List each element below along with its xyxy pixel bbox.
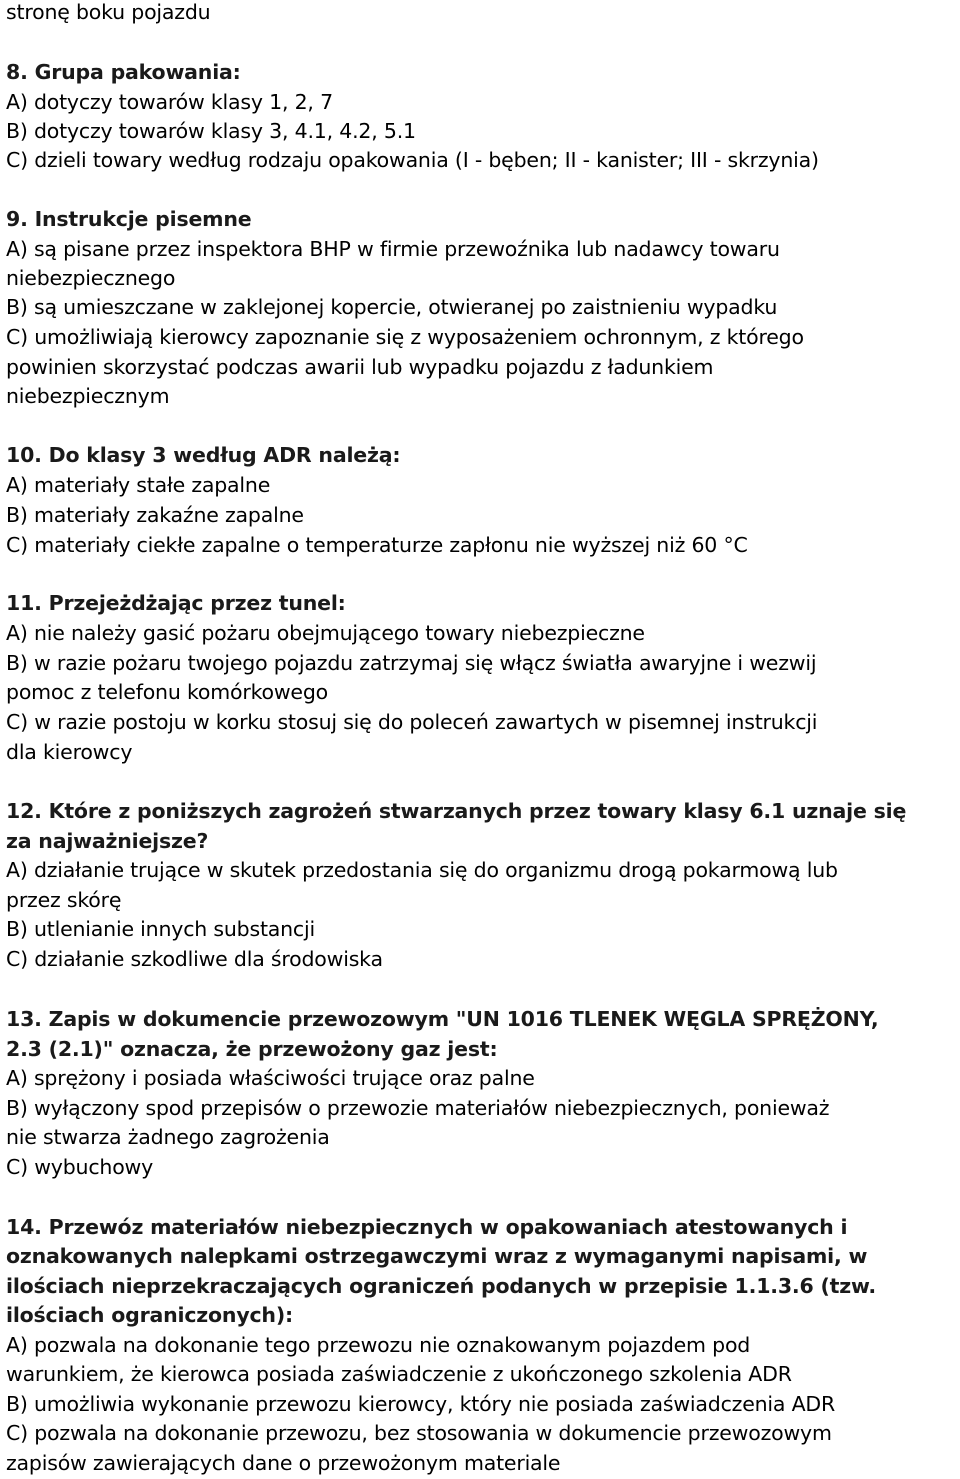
question-11-answer-c-cont: dla kierowcy bbox=[6, 740, 133, 764]
question-10-answer-c: C) materiały ciekłe zapalne o temperaturze zapłonu nie wyższej niż 60 °C bbox=[6, 533, 748, 557]
question-9-answer-a: A) są pisane przez inspektora BHP w firmie przewoźnika lub nadawcy towaru bbox=[6, 237, 780, 261]
question-11-answer-c: C) w razie postoju w korku stosuj się do poleceń zawartych w pisemnej instrukcji bbox=[6, 710, 818, 734]
question-12-answer-b: B) utlenianie innych substancji bbox=[6, 917, 315, 941]
question-12-answer-c: C) działanie szkodliwe dla środowiska bbox=[6, 947, 383, 971]
question-14-heading-line-4: ilościach ograniczonych): bbox=[6, 1303, 293, 1327]
question-14-answer-a: A) pozwala na dokonanie tego przewozu nie oznakowanym pojazdem pod bbox=[6, 1333, 751, 1357]
question-11-heading: 11. Przejeżdżając przez tunel: bbox=[6, 591, 346, 615]
question-12-answer-a: A) działanie trujące w skutek przedostania się do organizmu drogą pokarmową lub bbox=[6, 858, 838, 882]
question-9-answer-c-cont-1: powinien skorzystać podczas awarii lub wypadku pojazdu z ładunkiem bbox=[6, 355, 714, 379]
question-11-answer-b-cont: pomoc z telefonu komórkowego bbox=[6, 680, 328, 704]
question-11-answer-b: B) w razie pożaru twojego pojazdu zatrzymaj się włącz światła awaryjne i wezwij bbox=[6, 651, 817, 675]
question-12-answer-a-cont: przez skórę bbox=[6, 888, 122, 912]
question-9-answer-a-cont: niebezpiecznego bbox=[6, 266, 176, 290]
question-12-heading-line-2: za najważniejsze? bbox=[6, 829, 209, 853]
question-9-answer-b: B) są umieszczane w zaklejonej kopercie, otwieranej po zaistnieniu wypadku bbox=[6, 295, 778, 319]
question-12-heading-line-1: 12. Które z poniższych zagrożeń stwarzanych przez towary klasy 6.1 uznaje się bbox=[6, 799, 907, 823]
question-13-answer-b: B) wyłączony spod przepisów o przewozie materiałów niebezpiecznych, ponieważ bbox=[6, 1096, 830, 1120]
question-14-heading-line-3: ilościach nieprzekraczających ograniczeń podanych w przepisie 1.1.3.6 (tzw. bbox=[6, 1274, 877, 1298]
question-9-answer-c: C) umożliwiają kierowcy zapoznanie się z wyposażeniem ochronnym, z którego bbox=[6, 325, 804, 349]
question-13-heading-line-2: 2.3 (2.1)" oznacza, że przewożony gaz jest: bbox=[6, 1037, 498, 1061]
intro-fragment: stronę boku pojazdu bbox=[6, 0, 211, 24]
question-13-answer-a: A) sprężony i posiada właściwości trujące oraz palne bbox=[6, 1066, 535, 1090]
question-8-answer-b: B) dotyczy towarów klasy 3, 4.1, 4.2, 5.1 bbox=[6, 119, 416, 143]
question-9-answer-c-cont-2: niebezpiecznym bbox=[6, 384, 170, 408]
question-8-answer-c: C) dzieli towary według rodzaju opakowania (I - bęben; II - kanister; III - skrzynia) bbox=[6, 148, 819, 172]
question-8-heading: 8. Grupa pakowania: bbox=[6, 60, 241, 84]
question-13-answer-b-cont: nie stwarza żadnego zagrożenia bbox=[6, 1125, 330, 1149]
question-11-answer-a: A) nie należy gasić pożaru obejmującego towary niebezpieczne bbox=[6, 621, 645, 645]
question-13-heading-line-1: 13. Zapis w dokumencie przewozowym "UN 1016 TLENEK WĘGLA SPRĘŻONY, bbox=[6, 1007, 879, 1031]
question-14-answer-a-cont: warunkiem, że kierowca posiada zaświadczenie z ukończonego szkolenia ADR bbox=[6, 1362, 792, 1386]
question-14-heading-line-2: oznakowanych nalepkami ostrzegawczymi wraz z wymaganymi napisami, w bbox=[6, 1244, 868, 1268]
question-10-heading: 10. Do klasy 3 według ADR należą: bbox=[6, 443, 401, 467]
question-10-answer-b: B) materiały zakaźne zapalne bbox=[6, 503, 304, 527]
question-9-heading: 9. Instrukcje pisemne bbox=[6, 207, 252, 231]
question-8-answer-a: A) dotyczy towarów klasy 1, 2, 7 bbox=[6, 90, 333, 114]
question-14-answer-b: B) umożliwia wykonanie przewozu kierowcy, który nie posiada zaświadczenia ADR bbox=[6, 1392, 836, 1416]
question-14-answer-c-cont: zapisów zawierających dane o przewożonym materiale bbox=[6, 1451, 561, 1475]
question-10-answer-a: A) materiały stałe zapalne bbox=[6, 473, 271, 497]
question-14-answer-c: C) pozwala na dokonanie przewozu, bez stosowania w dokumencie przewozowym bbox=[6, 1421, 832, 1445]
question-14-heading-line-1: 14. Przewóz materiałów niebezpiecznych w opakowaniach atestowanych i bbox=[6, 1215, 848, 1239]
question-13-answer-c: C) wybuchowy bbox=[6, 1155, 154, 1179]
